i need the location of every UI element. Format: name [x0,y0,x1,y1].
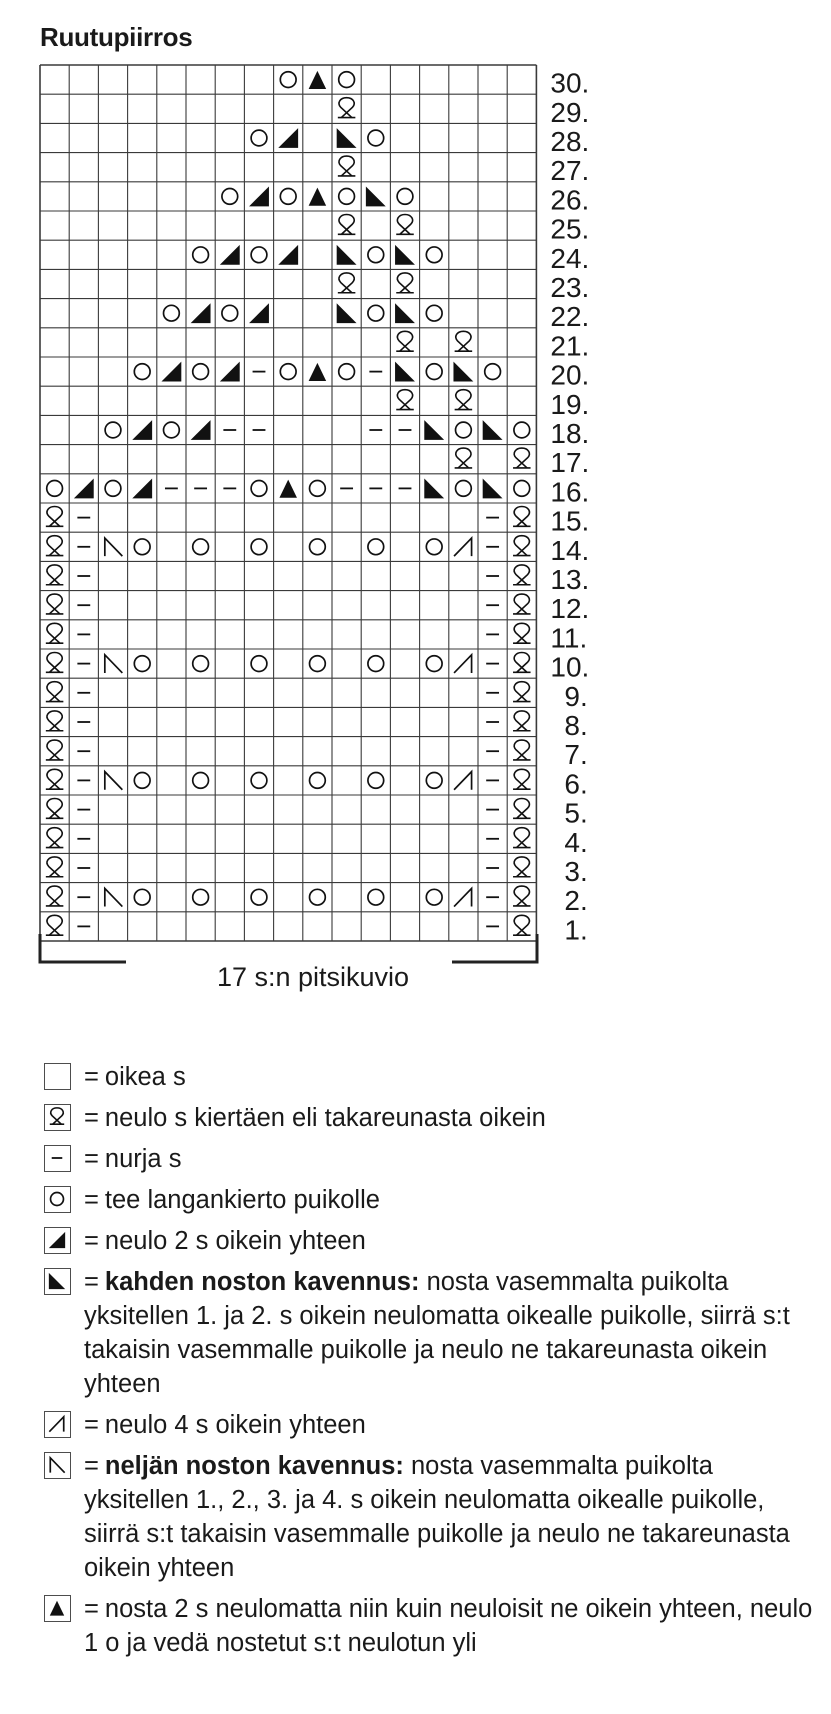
row-label: 18. [550,418,590,449]
stitch-yo [426,773,442,789]
row-label: 3. [564,856,588,887]
stitch-k4tog [454,772,472,790]
stitch-yo [426,247,442,263]
legend-equals: = [84,1063,99,1091]
legend-equals: = [84,1104,99,1132]
left-triangle-icon [44,1268,71,1295]
circle-icon [44,1186,71,1213]
stitch-yo [426,305,442,321]
stitch-yo [280,189,296,205]
legend-equals: = [84,1227,99,1255]
stitch-ktbl [46,594,64,614]
row-label: 24. [550,242,590,274]
stitch-ktbl [396,331,414,351]
stitch-k2tog [220,245,240,265]
stitch-s2kpo [309,363,327,381]
stitch-yo [134,364,150,380]
stitch-k4tog [454,538,472,556]
legend-term: neljän noston kavennus: [104,1452,404,1480]
stitch-yo [310,773,326,789]
stitch-ktbl [46,799,64,819]
legend-term: kahden noston kavennus: [104,1268,420,1296]
stitch-ktbl [513,653,531,673]
stitch-yo [105,481,121,497]
stitch-k4tog [454,888,472,906]
legend-equals: = [84,1186,99,1214]
stitch-ktbl [396,215,414,235]
legend-item-yo [42,1183,822,1217]
stitch-yo [280,72,296,88]
stitch-yo [193,656,209,672]
legend-item-purl [42,1142,822,1176]
row-label: 22. [550,301,590,333]
stitch-ktbl [513,711,531,731]
legend-equals: = [84,1595,99,1623]
stitch-ktbl [46,565,64,585]
stitch-yo [164,305,180,321]
stitch-ktbl [46,915,64,935]
legend-text: nosta vasemmalta puikolta yksitellen 1. ja 2. s oikein neulomatta oikealle puikolle, siirrä s:t takaisin vasemmalle puikolle ja neulo ne takareunasta oikein yhteen [84,1268,790,1398]
stitch-k2tog [191,303,211,323]
stitch-k2tog [191,420,211,440]
stitch-ssk [395,362,415,382]
stitch-ktbl [513,507,531,527]
stitch-s2kpo [279,480,297,498]
stitch-k2tog [278,128,298,148]
stitch-yo [485,364,501,380]
stitch-yo [368,773,384,789]
stitch-ktbl [46,711,64,731]
stitch-yo [251,656,267,672]
stitch-yo [193,773,209,789]
stitch-yo [368,130,384,146]
stitch-yo [339,364,355,380]
row-label: 28. [550,126,590,157]
stitch-yo [280,364,296,380]
stitch-ktbl [455,448,473,468]
twisted-stitch-icon [44,1104,71,1131]
stitch-k2tog [132,478,152,498]
stitch-yo [310,481,326,497]
stitch-yo [426,539,442,555]
stitch-ssk [483,478,503,498]
stitch-yo [310,889,326,905]
stitch-ktbl [513,594,531,614]
stitch-yo [105,422,121,438]
stitch-ktbl [46,769,64,789]
row-label: 9. [564,680,588,712]
legend-item-s2kpo [42,1592,822,1660]
row-label: 30. [550,67,590,99]
stitch-ktbl [513,682,531,702]
stitch-k2tog [220,362,240,382]
legend-text: tee langankierto puikolle [104,1186,380,1214]
stitch-yo [426,656,442,672]
stitch-ktbl [513,886,531,906]
row-label: 20. [550,359,590,391]
legend-text: nosta 2 s neulomatta niin kuin neuloisit ne oikein yhteen, neulo 1 o ja vedä nostetut s:t neulotun yli [84,1595,813,1657]
repeat-label: 17 s:n pitsikuvio [216,962,410,992]
row-label: 26. [550,184,590,216]
row-label: 13. [550,564,590,595]
stitch-yo [251,539,267,555]
stitch-ktbl [338,215,356,235]
row-label: 23. [550,272,590,303]
stitch-ssssk [105,772,123,790]
stitch-yo [222,189,238,205]
stitch-yo [514,422,530,438]
stitch-yo [339,72,355,88]
row-label: 1. [564,914,588,946]
stitch-ssk [337,303,357,323]
stitch-k2tog [132,420,152,440]
stitch-yo [251,889,267,905]
stitch-s2kpo [309,71,327,89]
stitch-k2tog [249,303,269,323]
row-label: 11. [550,622,588,654]
stitch-ktbl [396,390,414,410]
stitch-ssk [395,245,415,265]
stitch-ktbl [513,828,531,848]
stitch-yo [310,656,326,672]
stitch-ktbl [338,273,356,293]
stitch-ktbl [455,390,473,410]
stitch-ssk [453,362,473,382]
repeat-bracket [40,934,537,962]
stitch-yo [251,481,267,497]
stitch-ssk [337,245,357,265]
stitch-yo [134,656,150,672]
stitch-ssk [483,420,503,440]
stitch-ktbl [513,740,531,760]
triangle-up-icon [44,1595,71,1622]
stitch-ssssk [105,538,123,556]
stitch-yo [193,247,209,263]
stitch-ktbl [513,799,531,819]
stitch-yo [251,773,267,789]
row-label: 21. [550,330,590,362]
legend-equals: = [84,1411,99,1439]
row-label: 10. [550,651,590,683]
legend-equals: = [84,1268,99,1296]
row-label: 4. [564,826,588,858]
row-label: 29. [550,96,590,128]
right-triangle-icon [44,1227,71,1254]
stitch-k2tog [74,478,94,498]
stitch-k4tog [454,655,472,673]
stitch-ktbl [513,769,531,789]
legend-equals: = [84,1452,99,1480]
stitch-yo [310,539,326,555]
legend [42,1060,822,1667]
row-label: 12. [550,593,590,625]
stitch-ktbl [513,565,531,585]
row-label: 16. [550,476,590,508]
chart-grid [40,65,536,941]
stitch-ktbl [513,915,531,935]
stitch-ssk [395,303,415,323]
stitch-ssssk [105,655,123,673]
legend-text: oikea s [104,1063,186,1091]
row-label: 7. [564,739,588,771]
legend-item-ssk [42,1265,822,1401]
stitch-ssk [337,128,357,148]
left-slant-icon [44,1452,71,1479]
legend-item-ssssk [42,1449,822,1585]
stitch-ktbl [46,828,64,848]
stitch-k2tog [161,362,181,382]
stitch-k2tog [278,245,298,265]
stitch-yo [456,422,472,438]
row-label: 6. [564,768,588,800]
stitch-s2kpo [309,188,327,206]
stitch-ktbl [46,507,64,527]
stitch-yo [339,189,355,205]
stitch-yo [193,889,209,905]
stitch-ktbl [46,623,64,643]
row-label: 8. [564,710,588,741]
stitch-ktbl [46,740,64,760]
stitch-yo [368,656,384,672]
stitch-ktbl [338,156,356,176]
row-label: 5. [564,797,588,829]
empty-square-icon [44,1063,71,1090]
right-slant-icon [44,1411,71,1438]
legend-item-ktbl [42,1101,822,1135]
stitch-ktbl [513,623,531,643]
row-label: 19. [550,388,590,420]
stitch-ktbl [46,682,64,702]
stitch-yo [368,247,384,263]
row-label: 2. [564,885,588,917]
legend-text: neulo 2 s oikein yhteen [104,1227,366,1255]
stitch-yo [397,189,413,205]
chart-title: Ruutupiirros [40,22,193,52]
legend-text: neulo s kiertäen eli takareunasta oikein [104,1104,546,1132]
stitch-ktbl [46,857,64,877]
stitch-ktbl [46,886,64,906]
stitch-ssk [424,478,444,498]
legend-text: nurja s [104,1145,182,1173]
row-labels [550,68,589,946]
legend-item-knit [42,1060,822,1094]
stitch-yo [193,539,209,555]
stitch-ktbl [46,536,64,556]
stitch-yo [426,364,442,380]
legend-text: neulo 4 s oikein yhteen [104,1411,366,1439]
stitch-yo [426,889,442,905]
legend-text: nosta vasemmalta puikolta yksitellen 1., 2., 3. ja 4. s oikein neulomatta oikealle puikolle, siirrä s:t takaisin vasemmalle puikolle ja neulo ne takareunasta oikein yhteen [84,1452,790,1582]
row-label: 27. [550,155,590,187]
stitch-k2tog [249,186,269,206]
legend-item-k4tog [42,1408,822,1442]
stitch-yo [164,422,180,438]
stitch-ssk [424,420,444,440]
stitch-yo [47,481,63,497]
stitch-ktbl [513,536,531,556]
stitch-yo [251,247,267,263]
row-label: 25. [550,213,590,245]
stitch-yo [134,539,150,555]
stitch-ktbl [46,653,64,673]
stitch-ktbl [396,273,414,293]
row-label: 15. [550,505,590,537]
stitch-ssk [366,186,386,206]
legend-item-k2tog [42,1224,822,1258]
stitch-yo [368,305,384,321]
row-label: 14. [550,534,590,566]
stitch-ssssk [105,888,123,906]
stitch-ktbl [513,448,531,468]
stitch-yo [514,481,530,497]
stitch-yo [134,773,150,789]
dash-icon [44,1145,71,1172]
stitch-yo [368,889,384,905]
stitch-yo [251,130,267,146]
stitch-ktbl [338,98,356,118]
stitch-yo [368,539,384,555]
row-label: 17. [550,447,590,479]
stitch-ktbl [455,331,473,351]
stitch-yo [134,889,150,905]
stitch-yo [222,305,238,321]
stitch-yo [456,481,472,497]
stitch-yo [193,364,209,380]
stitch-ktbl [513,857,531,877]
legend-equals: = [84,1145,99,1173]
